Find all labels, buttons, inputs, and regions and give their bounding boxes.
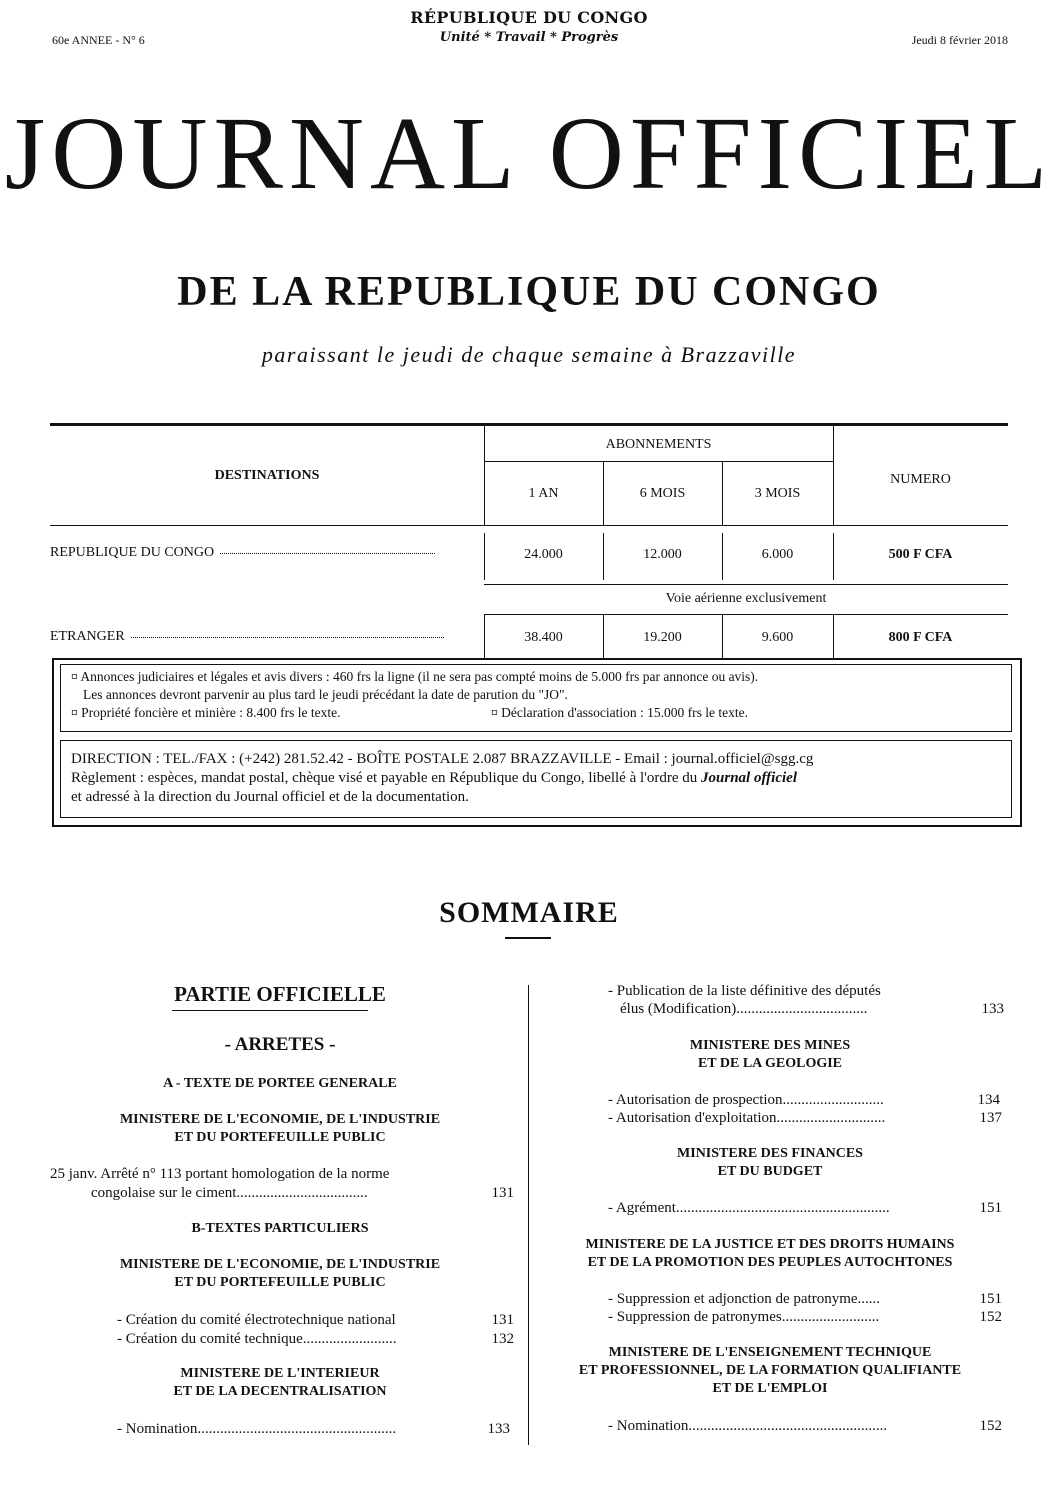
property-rate: ¤ Propriété foncière et minière : 8.400 frs le texte. — [71, 705, 341, 720]
dest-etranger: ETRANGER — [50, 629, 444, 645]
ministry-enseignement-a: MINISTERE DE L'ENSEIGNEMENT TECHNIQUE — [608, 1345, 932, 1360]
numero-header: NUMERO — [890, 472, 951, 487]
dest-congo: REPUBLIQUE DU CONGO — [50, 545, 435, 561]
toc-entry-adjonction: - Suppression et adjonction de patronyme...... — [608, 1291, 881, 1307]
air-note: Voie aérienne exclusivement — [665, 591, 827, 606]
issue-number: 60e ANNEE - N° 6 — [52, 33, 145, 47]
association-rate: ¤ Déclaration d'association : 15.000 frs le texte. — [491, 705, 748, 720]
toc-entry-suppression: - Suppression de patronymes.......................... — [608, 1309, 880, 1325]
toc-page: 137 — [979, 1110, 1002, 1126]
ministry-enseignement-c: ET DE L'EMPLOI — [712, 1381, 828, 1396]
sommaire-rule — [505, 937, 551, 939]
toc-page: 151 — [979, 1291, 1002, 1307]
toc-entry-nomination-ens: - Nomination..................................................... — [608, 1418, 888, 1434]
ministry-finances-b: ET DU BUDGET — [717, 1164, 823, 1179]
toc-entry-nomination: - Nomination..................................................... — [117, 1421, 397, 1437]
period-6mois: 6 MOIS — [639, 486, 686, 501]
toc-page: 131 — [491, 1312, 514, 1328]
destinations-header: DESTINATIONS — [214, 468, 320, 483]
column-divider — [528, 985, 529, 1445]
etranger-3mois: 9.600 — [761, 630, 794, 645]
ministry-economie-1b: ET DU PORTEFEUILLE PUBLIC — [174, 1130, 386, 1145]
toc-entry-arrete-113b: congolaise sur le ciment................................... — [91, 1185, 368, 1201]
toc-page: 133 — [487, 1421, 510, 1437]
announcements-panel — [60, 664, 1012, 732]
congo-3mois: 6.000 — [761, 547, 794, 562]
contact-address: et adressé à la direction du Journal officiel et de la documentation. — [71, 789, 469, 805]
congo-numero: 500 F CFA — [888, 547, 953, 562]
toc-entry-deputes-a: - Publication de la liste définitive des députés — [608, 983, 881, 999]
toc-entry-comite-technique: - Création du comité technique......................... — [117, 1331, 397, 1347]
toc-page: 152 — [979, 1309, 1002, 1325]
etranger-1an: 38.400 — [524, 630, 563, 645]
ministry-mines-a: MINISTERE DES MINES — [689, 1038, 851, 1053]
notices-box — [52, 658, 1022, 827]
journal-title: JOURNAL OFFICIEL — [4, 96, 1054, 211]
ministry-interieur-a: MINISTERE DE L'INTERIEUR — [180, 1366, 380, 1381]
period-3mois: 3 MOIS — [754, 486, 801, 501]
contact-payment: Règlement : espèces, mandat postal, chèque visé et payable en République du Congo, libellé à l'ordre du Journal officiel — [71, 770, 797, 786]
header-country: RÉPUBLIQUE DU CONGO — [410, 8, 648, 27]
ministry-mines-b: ET DE LA GEOLOGIE — [697, 1056, 843, 1071]
toc-entry-comite-electro: - Création du comité électrotechnique national — [117, 1312, 396, 1328]
ministry-finances-a: MINISTERE DES FINANCES — [677, 1146, 863, 1161]
etranger-numero: 800 F CFA — [888, 630, 953, 645]
table-top-rule — [50, 423, 1008, 426]
congo-1an: 24.000 — [524, 547, 563, 562]
toc-entry-prospection: - Autorisation de prospection........................... — [608, 1092, 884, 1108]
ministry-interieur-b: ET DE LA DECENTRALISATION — [173, 1384, 387, 1399]
abonnements-header: ABONNEMENTS — [605, 437, 712, 452]
sommaire-title: SOMMAIRE — [439, 896, 619, 929]
toc-page: 134 — [977, 1092, 1000, 1108]
partie-officielle-heading: PARTIE OFFICIELLE — [174, 982, 386, 1006]
textes-particuliers: B-TEXTES PARTICULIERS — [191, 1221, 369, 1236]
toc-entry-exploitation: - Autorisation d'exploitation............................. — [608, 1110, 886, 1126]
ministry-economie-2a: MINISTERE DE L'ECONOMIE, DE L'INDUSTRIE — [119, 1257, 441, 1272]
toc-page: 132 — [491, 1331, 514, 1347]
issue-date: Jeudi 8 février 2018 — [911, 33, 1008, 47]
toc-page: 152 — [979, 1418, 1002, 1434]
period-1an: 1 AN — [528, 486, 559, 501]
toc-entry-deputes-b: élus (Modification)................................... — [620, 1001, 868, 1017]
ministry-justice-b: ET DE LA PROMOTION DES PEUPLES AUTOCHTONES — [587, 1255, 953, 1270]
journal-subtitle: DE LA REPUBLIQUE DU CONGO — [177, 269, 881, 315]
toc-page: 151 — [979, 1200, 1002, 1216]
contact-direction: DIRECTION : TEL./FAX : (+242) 281.52.42 - BOÎTE POSTALE 2.087 BRAZZAVILLE - Email : journal.officiel@sgg.cg — [71, 751, 814, 767]
ministry-justice-a: MINISTERE DE LA JUSTICE ET DES DROITS HUMAINS — [585, 1237, 955, 1252]
toc-entry-agrement: - Agrément......................................................... — [608, 1200, 890, 1216]
ministry-economie-1a: MINISTERE DE L'ECONOMIE, DE L'INDUSTRIE — [119, 1112, 441, 1127]
journal-tagline: paraissant le jeudi de chaque semaine à Brazzaville — [261, 342, 797, 367]
toc-entry-arrete-113a: 25 janv. Arrêté n° 113 portant homologation de la norme — [50, 1166, 390, 1182]
etranger-6mois: 19.200 — [643, 630, 682, 645]
announcement-rate: ¤ Annonces judiciaires et légales et avis divers : 460 frs la ligne (il ne sera pas compté moins de 5.000 frs par annonce ou avis). — [71, 669, 759, 684]
texte-portee-generale: A - TEXTE DE PORTEE GENERALE — [163, 1076, 397, 1091]
toc-page: 133 — [981, 1001, 1004, 1017]
congo-6mois: 12.000 — [643, 547, 682, 562]
announcement-deadline: Les annonces devront parvenir au plus tard le jeudi précédant la date de parution du "JO". — [83, 687, 568, 702]
ministry-enseignement-b: ET PROFESSIONNEL, DE LA FORMATION QUALIFIANTE — [578, 1363, 962, 1378]
contact-panel — [60, 740, 1012, 818]
toc-page: 131 — [491, 1185, 514, 1201]
ministry-economie-2b: ET DU PORTEFEUILLE PUBLIC — [174, 1275, 386, 1290]
header-motto: Unité * Travail * Progrès — [439, 30, 619, 45]
arretes-heading: - ARRETES - — [224, 1034, 336, 1055]
